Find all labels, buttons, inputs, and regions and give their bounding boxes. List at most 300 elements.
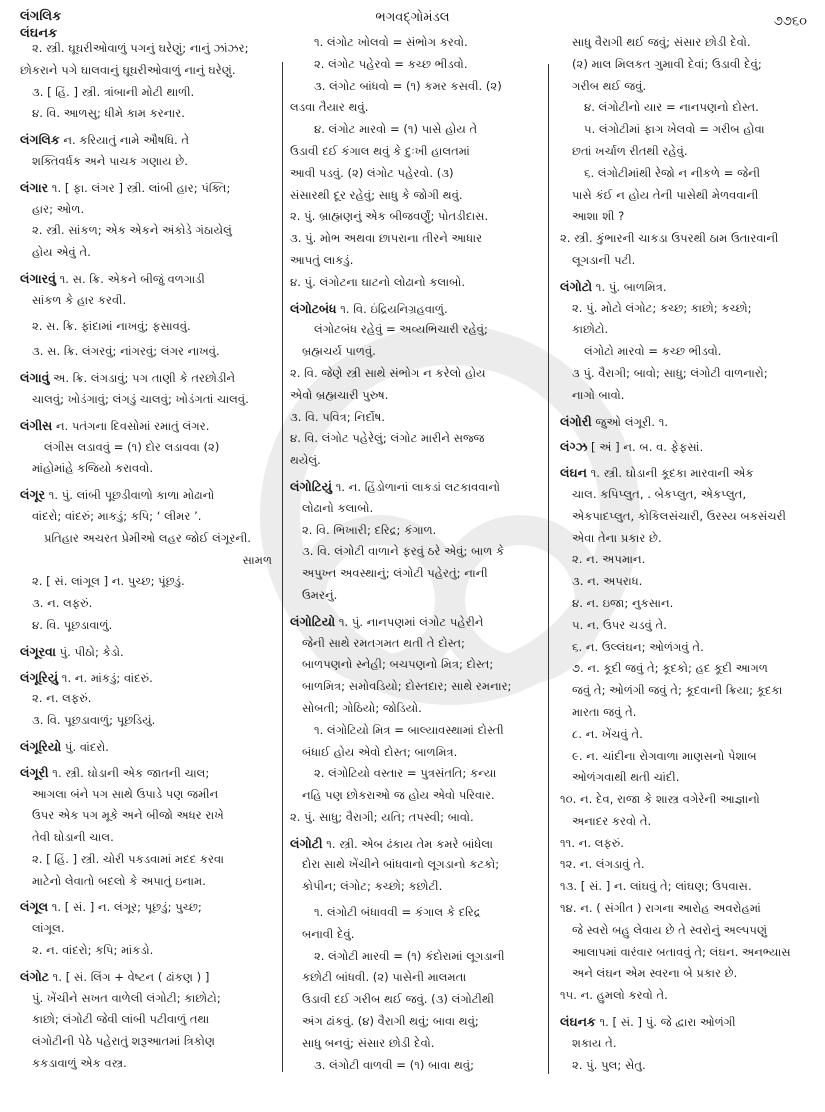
dictionary-line — [560, 1055, 818, 1077]
dictionary-line — [290, 563, 544, 585]
definition-text: ૨. પું. મોટો લંગોટ; કચ્છ; કાછો; કચ્છો; — [572, 300, 752, 315]
dictionary-line — [560, 32, 818, 54]
dictionary-line — [290, 363, 544, 385]
dictionary-line — [20, 506, 278, 528]
dictionary-line — [290, 763, 544, 785]
dictionary-line — [290, 385, 544, 407]
definition-text: ૧. [ ફા. લંગર ] સ્ત્રી. લાંબી હાર; પંક્તિ; — [48, 180, 231, 195]
definition-text: ૧૪. ન. ( સંગીત ) રાગના આરોહ અવરોહમાં — [560, 901, 761, 916]
definition-text: લંગીસ લડાવવું = (૧) દોર લડાવવા (૨) — [44, 439, 220, 454]
dictionary-entry-headword-line — [20, 367, 278, 389]
dictionary-line — [20, 918, 278, 940]
definition-text: ૧. વિ. ઇંદ્રિયનિગ્રહવાળું. — [336, 301, 448, 316]
definition-text: ૨. સ. ક્રિ. ફાંદામાં નાખવું; ફસાવવું. — [32, 318, 191, 333]
dictionary-line — [560, 141, 818, 163]
dictionary-line — [290, 1055, 544, 1077]
dictionary-line — [290, 32, 544, 54]
definition-text: ૪. વિ. આળસુ; ધીમે કામ કરનાર. — [32, 106, 185, 121]
definition-text: ૧. પું. બાળમિત્ર. — [592, 279, 667, 294]
dictionary-entry-headword-line — [20, 966, 278, 988]
headword: લંગોટો — [560, 278, 593, 294]
definition-text: આગલા બંને પગ સાથે ઉપાડે પણ જમીન — [32, 786, 219, 801]
definition-text: ૧. સ્ત્રી. ઘોડાની કૂદકા મારવાની એક — [586, 466, 754, 481]
dictionary-line — [560, 746, 818, 768]
definition-text: ૨. પું. પુલ; સેતુ. — [572, 1057, 646, 1072]
headword: લંગૂરિયો — [20, 738, 62, 754]
definition-text: ચાલવું; ખોડંગાવું; લંગડું ચાલવું; ખોડંગતાં ચાલવું. — [32, 391, 249, 406]
definition-text: ૩. વિ. લંગોટી વાળાને ફરવું ઠરે એવું; બાળ કે — [302, 544, 505, 559]
definition-text: ૧. [ સં. ] પું. જે દ્વારા ઓળંગી — [595, 1015, 736, 1030]
column-1 — [20, 38, 278, 1075]
definition-text: એકપાદપ્લુત, કોકિલસંચારી, ઉરસ્ય બકસંચરી — [572, 508, 786, 523]
definition-text: લંગોટબંધ રહેવું = અવ્યભિચારી રહેવું; — [314, 322, 488, 337]
definition-text: ૧૫. ન. હુમલો કરવો તે. — [560, 988, 668, 1003]
dictionary-line — [20, 849, 278, 871]
headword: લંગાર — [20, 179, 49, 195]
definition-text: ઉડાવી દઈ ગરીબ થઈ જવું. (૩) લંગોટીથી — [302, 992, 495, 1007]
definition-text: ૧. સ. ક્રિ. એકને બીજું વળગાડી — [55, 271, 205, 286]
definition-text: ૧. લંગોટી બંધાવવી = કંગાલ કે દરિદ્ર — [314, 905, 481, 920]
definition-text: લાંગૂલ. — [32, 921, 65, 936]
definition-text: સાંકળ કે હાર કરવી. — [32, 292, 127, 307]
dictionary-entry-headword-line — [290, 833, 544, 855]
definition-text: કકડાવાળું એક વસ્ત્ર. — [32, 1056, 127, 1071]
definition-text: જેની સાથે રમતગમત થતી તે દોસ્ત; — [302, 635, 465, 650]
definition-text: ૨. સ્ત્રી. સાંકળ; એક એકને અંકોડે ગંઠાયેલું — [32, 223, 232, 238]
definition-text: શકાય તે. — [572, 1035, 617, 1050]
dictionary-line — [560, 163, 818, 185]
definition-text: ઉમરનું. — [302, 587, 338, 602]
guide-word-first: લંગલિક — [20, 9, 62, 24]
dictionary-line — [290, 676, 544, 698]
dictionary-line — [290, 250, 544, 272]
definition-text: જુઓ લંગૂરી. ૧. — [591, 414, 669, 429]
definition-text: ચાલ. કપિપ્લુત, . બેકપ્લુત, એકપ્લુત, — [572, 486, 747, 501]
dictionary-line — [290, 807, 544, 829]
dictionary-line — [20, 220, 278, 242]
dictionary-line — [20, 60, 278, 82]
definition-text: સંસારથી દૂર રહેવું; સાધુ કે જોગી થવું. — [290, 187, 463, 202]
definition-text: (૨) માલ મિલકત ગુમાવી દેવાં; ઉડાવી દેવું; — [572, 56, 762, 71]
definition-text: ૩. લંગોટ બાંધવો = (૧) કમર કસવી. (૨) — [314, 78, 502, 93]
definition-text: ૩. લંગોટી વાળવી = (૧) બાવા થવું; — [314, 1057, 475, 1072]
headword: લંગોટી — [290, 835, 323, 851]
headword: લંગોટિયું — [290, 478, 333, 494]
dictionary-entry-headword-line — [20, 177, 278, 199]
definition-text: કાછો; લંગોટી જેવી લાંબી પટીવાળું તથા — [32, 1012, 210, 1027]
dictionary-line — [20, 1031, 278, 1053]
headword: લંગોટિયો — [290, 613, 336, 629]
dictionary-line — [290, 407, 544, 429]
dictionary-entry-headword-line — [20, 736, 278, 758]
dictionary-line — [290, 163, 544, 185]
headword: લંગ્ઝ — [560, 439, 588, 455]
definition-text: લડવા તૈયાર થવું. — [290, 100, 369, 115]
dictionary-entry-headword-line — [560, 462, 818, 484]
definition-text: ગરીબ થઈ જવું. — [572, 78, 647, 93]
dictionary-line — [20, 528, 278, 550]
dictionary-line — [20, 827, 278, 849]
definition-text: બ્રહ્મચર્ય પાળવું. — [302, 344, 376, 359]
dictionary-line — [290, 450, 544, 472]
dictionary-entry-headword-line — [290, 298, 544, 320]
dictionary-line — [20, 988, 278, 1010]
column-divider — [548, 64, 549, 1074]
dictionary-entry-headword-line — [290, 611, 544, 633]
definition-text: થયેલું. — [290, 453, 321, 468]
definition-text: ૪. વિ. લંગોટ પહેરેલું; લંગોટ મારીને સજ્જ — [290, 431, 485, 446]
definition-text: કોપીન; લંગોટ; કચ્છો; કછોટી. — [302, 879, 443, 894]
dictionary-line — [560, 298, 818, 320]
definition-text: ૧૦. ન. દેવ, રાજા કે શાસ્ત્ર વગેરેની આજ્ઞાનો — [560, 792, 760, 807]
dictionary-line — [290, 854, 544, 876]
dictionary-line — [560, 963, 818, 985]
definition-text: ૨. સ્ત્રી. કુંભારની ચાકડા ઉપરથી ઠામ ઉતારવાની — [560, 231, 779, 246]
definition-text: છતાં ખર્ચાળ રીતથી રહેવું. — [572, 143, 688, 158]
definition-text: ૪. લંગોટ મારવો = (૧) પાસે હોય તે — [314, 122, 478, 137]
dictionary-entry-headword-line — [20, 641, 278, 663]
dictionary-entry-headword-line — [560, 411, 818, 433]
definition-text: છોકરાને પગે ઘાલવાનું ઘૂઘરીઓવાળું નાનું ઘરેણું. — [20, 62, 236, 77]
definition-text: ૭. ન. કૂદી જવું તે; કૂદકો; હદ કૂદી આગળ — [572, 661, 768, 676]
definition-text: કાછોટો. — [572, 322, 609, 337]
definition-text: ૧. ન. માંકડું; વાંદરું. — [58, 670, 153, 685]
definition-text: ૧૩. [ સં. ] ન. લાંઘવું તે; લાંઘણ; ઉપવાસ. — [560, 879, 752, 894]
dictionary-line — [560, 549, 818, 571]
dictionary-line — [20, 871, 278, 893]
definition-text: ૨. ન. વાંદરો; કપિ; માંકડો. — [32, 943, 154, 958]
dictionary-line — [560, 341, 818, 363]
dictionary-line — [560, 571, 818, 593]
definition-text: ૧. પું. નાનપણમાં લંગોટ પહેરીને — [335, 614, 484, 629]
book-title: ભગવદ્ગોમંડલ — [375, 10, 450, 25]
definition-text: ૧. લંગોટ ખોલવો = સંભોગ કરવો. — [314, 35, 468, 49]
definition-text: ૨. પું. બ્રાહ્મણનું એક બીજવર્ણું; પોતડીદાસ. — [290, 209, 489, 224]
definition-text: અંગ ઢાંકવું. (૪) વૈરાગી થવું; બાવા થવું; — [302, 1014, 479, 1029]
dictionary-line — [290, 141, 544, 163]
definition-text: ૧. સ્ત્રી. એબ ઢંકાય તેમ કમરે બાંધેલા — [322, 836, 493, 851]
dictionary-line — [560, 854, 818, 876]
headword: લંગૂલ — [20, 899, 49, 915]
dictionary-line — [20, 940, 278, 962]
definition-text: ૨. સ્ત્રી. ઘૂઘરીઓવાળું પગનું ઘરેણું; નાનું ઝાંઝર; — [32, 41, 249, 55]
dictionary-line — [290, 1011, 544, 1033]
definition-text: બનાવી દેવું. — [302, 926, 355, 941]
definition-text: આલાપમાં વારંવાર બતાવવું તે; લંઘન. અનભ્યાસ — [572, 944, 791, 959]
dictionary-line — [290, 97, 544, 119]
dictionary-line — [560, 97, 818, 119]
definition-text: સોબતી; ગોઠિયો; જોડિયો. — [302, 700, 422, 715]
dictionary-line — [560, 76, 818, 98]
definition-text: ઉડાવી દઈ કંગાલ થવું કે દુઃખી હાલતમાં — [290, 143, 470, 158]
definition-text: વાંદરો; વાંદરું; માકડું; કપિ; ‘ લીમર ’. — [32, 508, 202, 523]
dictionary-line — [560, 898, 818, 920]
dictionary-line — [20, 389, 278, 411]
definition-text: બંધાઈ હોય એવો દોસ્ત; બાળમિત્ર. — [302, 744, 458, 759]
dictionary-line — [20, 593, 278, 615]
definition-text: માટેનો લેવાતો બદલો કે અપાતું ઇનામ. — [32, 873, 206, 888]
definition-text: એવો બ્રહ્મચારી પુરુષ. — [290, 387, 389, 402]
dictionary-line — [560, 528, 818, 550]
definition-text: ૨. ન. લફરું. — [32, 691, 92, 706]
definition-text: માંહોમાંહે કજિયો કરાવવો. — [32, 461, 154, 476]
column-2 — [290, 32, 544, 1076]
dictionary-line — [290, 698, 544, 720]
definition-text: ૨. ન. અપમાન. — [572, 552, 646, 567]
definition-text: સામળ — [242, 552, 272, 567]
definition-text: જે સ્વરો બહુ લેવાય છે તે સ્વરોનું અલ્પપણું — [572, 922, 768, 937]
definition-text: હાર; ઓળ. — [32, 201, 85, 216]
dictionary-line — [290, 206, 544, 228]
definition-text: અનાદર કરવો તે. — [572, 813, 652, 828]
dictionary-line — [290, 272, 544, 294]
definition-text: આવી પડવું. (૨) લંગોટ પહેરવો. (૩) — [290, 165, 454, 180]
dictionary-entry-headword-line — [20, 415, 278, 437]
definition-text: નાગો બાવો. — [572, 387, 625, 402]
dictionary-line — [560, 363, 818, 385]
definition-text: બાળમિત્ર; સમોવડિયો; દોસ્તદાર; સાથે રમનાર; — [302, 679, 512, 694]
definition-text: ૨. પું. સાધુ; વૈરાગી; યતિ; તપસ્વી; બાવો. — [290, 809, 474, 824]
dictionary-line — [560, 506, 818, 528]
definition-text: ૩. વિ. પવિત્ર; નિર્દોષ. — [290, 409, 386, 424]
definition-text: હોય એવું તે. — [32, 245, 91, 260]
headword: લંગાવું — [20, 370, 50, 386]
dictionary-line — [290, 541, 544, 563]
definition-text: ૬. ન. ઉલ્લંઘન; ઓળંગવું તે. — [572, 639, 704, 654]
dictionary-entry-headword-line — [20, 896, 278, 918]
dictionary-line — [560, 119, 818, 141]
headword: લંગારવું — [20, 270, 56, 286]
definition-text: શક્તિવર્ધક અને પાચક ગણાય છે. — [32, 153, 188, 168]
definition-text: તેવી ઘોડાની ચાલ. — [32, 830, 114, 845]
definition-text: ૨. લંગોટી મારવી = (૧) કંદોરામાં લૂગડાની — [314, 948, 505, 963]
headword: લંગૂર — [20, 487, 46, 503]
definition-text: ૧. ન. હિંડોળાનાં લાકડાં લટકાવવાનો — [332, 479, 501, 494]
dictionary-line — [290, 1033, 544, 1055]
dictionary-entry-headword-line — [560, 436, 818, 458]
column-3 — [560, 32, 818, 1076]
headword: લંગીસ — [20, 417, 53, 433]
definition-text: ૩. વિ. પૂછડાવાળું; પૂછડિયું. — [32, 713, 156, 728]
dictionary-line — [560, 593, 818, 615]
definition-text: સાધુ વૈરાગી થઈ જવું; સંસાર છોડી દેવો. — [572, 35, 751, 49]
definition-text: બાળપણનો સ્નેહી; બચપણનો મિત્ર; દોસ્ત; — [302, 657, 494, 672]
dictionary-line — [290, 876, 544, 898]
dictionary-line — [560, 942, 818, 964]
definition-text: ઉપર એક પગ મૂકે અને બીજો અધર રાખે — [32, 808, 224, 823]
headword: લંગલિક — [20, 132, 60, 148]
dictionary-line — [290, 967, 544, 989]
definition-text: આશા શી ? — [572, 209, 625, 224]
definition-text: પું. પીઠો; કેડો. — [55, 644, 124, 659]
dictionary-line — [560, 658, 818, 680]
dictionary-line — [290, 785, 544, 807]
dictionary-entry-headword-line — [560, 276, 818, 298]
dictionary-line — [290, 119, 544, 141]
dictionary-line — [290, 902, 544, 924]
dictionary-line — [290, 341, 544, 363]
dictionary-line — [560, 484, 818, 506]
dictionary-line — [560, 702, 818, 724]
definition-text: નહિ પણ છોકરાઓ જ હોય એવો પરિવાર. — [302, 788, 495, 803]
headword: લંઘનક — [560, 1014, 596, 1030]
dictionary-line — [290, 633, 544, 655]
definition-text: ૨. [ હિં. ] સ્ત્રી. ચોરી પકડવામાં મદદ કરવા — [32, 851, 225, 866]
definition-text: અને લંઘન એમ સ્વરના બે પ્રકાર છે. — [572, 966, 738, 981]
definition-text: ૩. પું. મોભ અથવા છાપરાના તીરને આધાર — [290, 231, 483, 246]
definition-text: અ. ક્રિ. લંગડાવું; પગ તાણી કે તરછોડીને — [49, 371, 236, 386]
definition-text: દોરા સાથે ખેંચીને બાંધવાનો લૂગડાનો કટકો; — [302, 857, 500, 872]
dictionary-line — [20, 316, 278, 338]
definition-text: એવા તેના પ્રકાર છે. — [572, 530, 662, 545]
definition-text: ૩. ન. લફરું. — [32, 596, 93, 611]
guide-word-last: લંઘનક — [20, 26, 58, 41]
dictionary-entry-headword-line — [20, 484, 278, 506]
definition-text: ન. કરિયાતું નામે ઔષધિ. તે — [59, 133, 190, 148]
definition-text: ન. પતંગના દિવસોમાં રમાતું લંગર. — [52, 418, 210, 433]
dictionary-entry-headword-line — [20, 762, 278, 784]
definition-text: ૩ પું. વૈરાગી; બાવો; સાધુ; લંગોટી વાળનારો; — [572, 365, 768, 380]
dictionary-line — [290, 54, 544, 76]
definition-text: ૫. લંગોટીમાં ફાગ ખેલવો = ગરીબ હોવા — [584, 122, 765, 137]
definition-text: લૂગડાની પટી. — [572, 252, 636, 267]
dictionary-line — [20, 82, 278, 104]
headword: લંગોટબંધ — [290, 300, 337, 316]
dictionary-line — [560, 724, 818, 746]
dictionary-line — [560, 789, 818, 811]
definition-text: ૩. સ. ક્રિ. લંગરવું; નાંગરવું; લંગર નાખવું. — [32, 344, 220, 359]
dictionary-line — [290, 989, 544, 1011]
definition-text: પું. વાંદરો. — [61, 739, 109, 754]
dictionary-line — [560, 876, 818, 898]
definition-text: ૨. લંગોટ પહેરવો = કચ્છ ભીડવો. — [314, 56, 468, 71]
dictionary-line — [290, 76, 544, 98]
definition-text: મારતા જવું તે. — [572, 704, 637, 719]
dictionary-line — [290, 228, 544, 250]
dictionary-line — [20, 437, 278, 459]
dictionary-line — [290, 185, 544, 207]
definition-text: ૧૧. ન. લફરું. — [560, 835, 624, 850]
dictionary-line — [20, 341, 278, 363]
definition-text: ૨. [ સં. લાંગૂલ ] ન. પુચ્છ; પૂંછડું. — [32, 574, 185, 589]
definition-text: ૧૨. ન. લંગડાવું તે. — [560, 857, 645, 872]
headword: લંગોટ — [20, 968, 49, 984]
dictionary-line — [20, 1009, 278, 1031]
dictionary-line — [290, 720, 544, 742]
definition-text: કછોટી બાંધવી. (૨) પાસેની માલમતા — [302, 970, 467, 985]
definition-text: ૨. વિ. ભિખારી; દરિદ્ર; કંગાળ. — [302, 522, 437, 537]
definition-text: ૮. ન. ખેંચવું તે. — [572, 726, 643, 741]
definition-text: ૬. લંગોટીમાંથી રેજો ન નીકળે = જેની — [584, 165, 761, 180]
dictionary-line — [20, 1053, 278, 1075]
definition-text: લંગોટો મારવો = કચ્છ ભીડવો. — [584, 344, 722, 359]
dictionary-line — [560, 985, 818, 1007]
definition-text: ૧. પું. લાંબી પૂછડીવાળો કાળા મોઢાનો — [45, 488, 215, 503]
dictionary-line — [20, 710, 278, 732]
definition-text: અપુખ્ત અવસ્થાનું; લંગોટી પહેરતું; નાની — [302, 566, 488, 581]
dictionary-line — [560, 833, 818, 855]
definition-text: લોઢાનો કલાબો. — [302, 500, 374, 515]
page-number: ૭૭૬૦ — [773, 14, 807, 29]
dictionary-line — [560, 767, 818, 789]
dictionary-line — [20, 615, 278, 637]
dictionary-entry-headword-line — [20, 129, 278, 151]
definition-text: ૫. ન. ઉપર ચડવું તે. — [572, 617, 667, 632]
dictionary-line — [290, 585, 544, 607]
definition-text: ૪. લંગોટીનો યાર = નાનપણનો દોસ્ત. — [584, 100, 759, 115]
dictionary-line — [20, 784, 278, 806]
definition-text: આપતું લાકડું. — [290, 252, 354, 267]
definition-text: ૧. સ્ત્રી. ઘોડાની એક જાતની ચાલ; — [48, 765, 210, 780]
dictionary-line — [560, 385, 818, 407]
definition-text: ૪. વિ. પૂછડાવાળું. — [32, 617, 113, 632]
dictionary-line — [560, 185, 818, 207]
dictionary-line — [290, 498, 544, 520]
dictionary-line — [20, 151, 278, 173]
definition-text: લંગોટીની પેઠે પહેરાતું શરૂઆતમાં ત્રિકોણ — [32, 1034, 215, 1049]
definition-text: ૧. [ સં. ] ન. લંગૂર; પૂછડું; પુચ્છ; — [48, 900, 202, 915]
definition-text: ૩. ન. અપરાધ. — [572, 574, 643, 589]
dictionary-entry-headword-line — [560, 1011, 818, 1033]
definition-text: ઓળંગવાથી થતી ચાંદી. — [572, 770, 680, 785]
definition-text: ૧. લંગોટિયો મિત્ર = બાલ્યાવસ્થામાં દોસ્તી — [314, 722, 504, 737]
dictionary-line — [290, 654, 544, 676]
headword: લંઘન — [560, 465, 587, 481]
headword: લંગૂરવા — [20, 643, 56, 659]
definition-text: પ્રતિહાર અચરત પ્રેમીઓ લહર જોઈ લંગૂરની. — [44, 530, 251, 545]
dictionary-line — [290, 924, 544, 946]
dictionary-line — [560, 250, 818, 272]
definition-text: ૧. [ સં. લિંગ + વેષ્ટન ( ઢાંકણ ) ] — [48, 969, 210, 984]
definition-text: ૯. ન. ચાંદીના રોગવાળા માણસનો પેશાબ — [572, 748, 757, 763]
definition-text: ૪. ન. ઇજા; નુકસાન. — [572, 595, 674, 610]
headword: લંગૂરી — [20, 764, 49, 780]
dictionary-entry-headword-line — [290, 476, 544, 498]
dictionary-entry-headword-line — [20, 667, 278, 689]
dictionary-line — [560, 920, 818, 942]
dictionary-line — [20, 242, 278, 264]
dictionary-line — [20, 458, 278, 480]
dictionary-line — [290, 946, 544, 968]
definition-text: ૨. વિ. જેણે સ્ત્રી સાથે સંભોગ ન કરેલો હોય — [290, 365, 486, 380]
headword: લંગૂરિયું — [20, 669, 59, 685]
dictionary-line — [20, 38, 278, 60]
dictionary-line — [560, 615, 818, 637]
dictionary-line — [560, 680, 818, 702]
dictionary-line — [560, 637, 818, 659]
dictionary-line — [560, 228, 818, 250]
dictionary-line — [560, 319, 818, 341]
dictionary-line — [20, 199, 278, 221]
definition-text: પાસે કંઈ ન હોય તેની પાસેથી મેળવવાની — [572, 187, 759, 202]
dictionary-line — [560, 811, 818, 833]
dictionary-entry-headword-line — [20, 268, 278, 290]
dictionary-line — [20, 688, 278, 710]
dictionary-line — [560, 206, 818, 228]
dictionary-line — [290, 742, 544, 764]
column-divider — [282, 62, 283, 1072]
definition-text: ૨. લંગોટિયો વસ્તાર = પુત્રસંતતિ; કન્યા — [314, 766, 497, 781]
headword: લંગોરી — [560, 413, 592, 429]
definition-text: ૩. [ હિં. ] સ્ત્રી. ત્રાંબાની મોટી થાળી. — [32, 84, 195, 99]
definition-text: પું. ખેંચીને સખત વાળેલી લંગોટી; કાછોટો; — [32, 990, 221, 1005]
dictionary-line — [20, 571, 278, 593]
dictionary-line — [20, 805, 278, 827]
dictionary-line — [560, 54, 818, 76]
dictionary-line — [20, 550, 278, 572]
definition-text: જવું તે; ઓળંગી જવું તે; કૂદવાની ક્રિયા; કૂદકા — [572, 683, 783, 698]
dictionary-line — [290, 319, 544, 341]
